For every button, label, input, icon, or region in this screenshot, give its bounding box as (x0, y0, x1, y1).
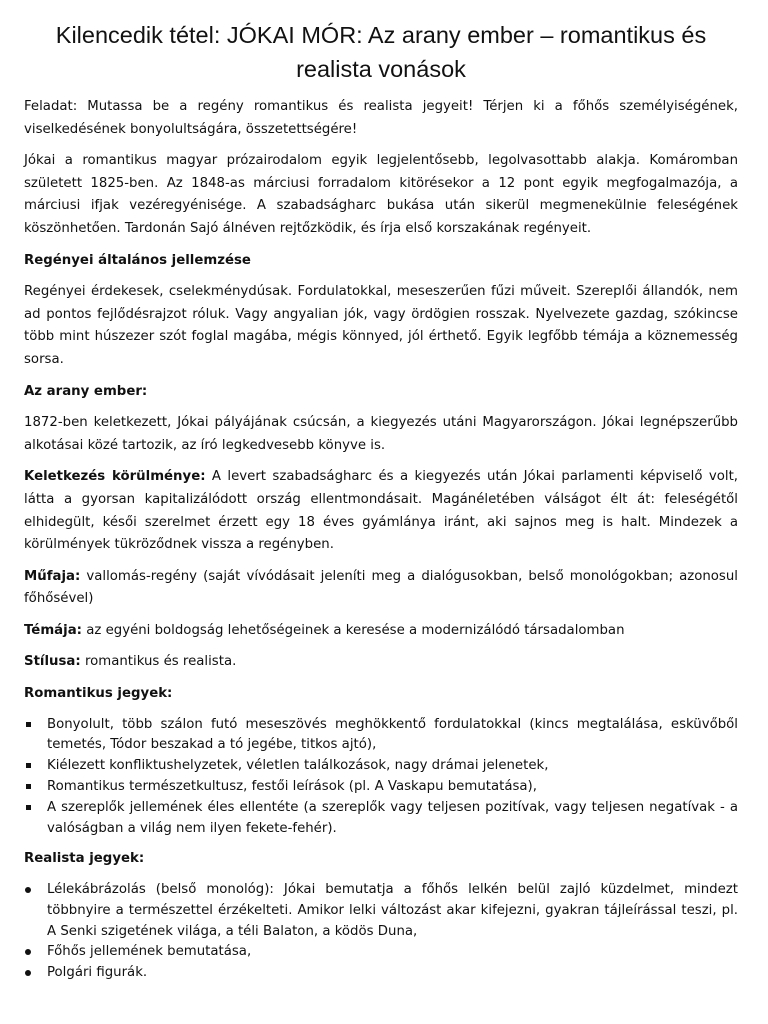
romantic-list (24, 715, 738, 840)
theme-paragraph (24, 620, 738, 643)
list-item: Kiélezett konfliktushelyzetek, véletlen találkozások, nagy drámai jelenetek, (24, 756, 738, 777)
origin-text: A levert szabadságharc és a kiegyezés után Jókai parlamenti képviselő volt, látta a gyorsan kapitalizálódott ország ellentmondásait. Magánéletében válságot élt át: feleségétől elhidegült, késői szerelmet érzett egy 18 éves gyámlánya iránt, aki sajnos meg is halt. Mindezek a körülmények tükröződnek vissza a regényben. (24, 469, 739, 553)
page-title: Kilencedik tétel: JÓKAI MÓR: Az arany ember – romantikus és realista vonások (55, 22, 707, 82)
genre-paragraph (24, 566, 738, 611)
task-paragraph: Feladat: Mutassa be a regény romantikus és realista jegyeit! Térjen ki a főhős személyiségének, viselkedésének bonyolultságára, összetettségére! (24, 99, 738, 137)
style-text: romantikus és realista. (80, 654, 237, 670)
theme-label: Témája: (24, 622, 82, 638)
arany-heading: Az arany ember: (24, 383, 148, 399)
romantic-heading: Romantikus jegyek: (24, 686, 173, 702)
theme-text: az egyéni boldogság lehetőségeinek a keresése a modernizálódó társadalomban (82, 622, 625, 638)
realist-heading: Realista jegyek: (24, 851, 145, 867)
style-label: Stílusa: (24, 654, 81, 670)
novels-paragraph: Regényei érdekesek, cselekménydúsak. Fordulatokkal, meseszerűen fűzi műveit. Szereplői állandók, nem ad pontos fejlődésrajzot róluk. Vagy angyalian jók, vagy ördögien rosszak. Nyelvezete gazdag, szókincse több mint húszezer szót foglal magába, mégis könnyed, jól érthető. Egyik legfőbb témája a köznemesség sorsa. (24, 284, 738, 367)
list-item: Romantikus természetkultusz, festői leírások (pl. A Vaskapu bemutatása), (24, 777, 738, 798)
genre-label: Műfaja: (24, 568, 81, 584)
list-item: Bonyolult, több szálon futó meseszövés meghökkentő fordulatokkal (kincs megtalálása, esküvőből temetés, Tódor beszakad a tó jegébe, titkos ajtó), (24, 715, 738, 757)
origin-label: Keletkezés körülménye: (24, 469, 206, 485)
origin-paragraph (24, 466, 738, 556)
list-item: Lélekábrázolás (belső monológ): Jókai bemutatja a főhős lelkén belül zajló küzdelmet, mindezt többnyire a természettel érzékelteti. Amikor lelki változást akar kifejezni, gyakran tájleírással teszi, pl. A Senki szigetének világa, a téli Balaton, a ködös Duna, (24, 880, 738, 942)
style-paragraph (24, 651, 738, 674)
list-item: A szereplők jellemének éles ellentéte (a szereplők vagy teljesen pozitívak, vagy teljesen negatívak - a valóságban a világ nem ilyen fekete-fehér). (24, 798, 738, 840)
realist-list (24, 880, 738, 984)
novels-heading: Regényei általános jellemzése (24, 252, 251, 268)
intro-paragraph: Jókai a romantikus magyar prózairodalom egyik legjelentősebb, legolvasottabb alakja. Komáromban született 1825-ben. Az 1848-as márciusi forradalom kitörésekor a 12 pont egyik megfogalmazója, a márciusi ifjak vezéregyénisége. A szabadságharc bukása után sikerül megmenekülnie feleségének köszönhetően. Tardonán Sajó álnéven rejtőzködik, és írja első korszakának regényeit. (24, 153, 738, 236)
list-item: Polgári figurák. (24, 963, 738, 984)
list-item: Főhős jellemének bemutatása, (24, 942, 738, 963)
arany-paragraph: 1872-ben keletkezett, Jókai pályájának csúcsán, a kiegyezés utáni Magyarországon. Jókai legnépszerűbb alkotásai közé tartozik, az író legkedvesebb könyve is. (24, 415, 738, 453)
genre-text: vallomás-regény (saját vívódásait jeleníti meg a dialógusokban, belső monológokban; azonosul főhősével) (24, 568, 738, 607)
